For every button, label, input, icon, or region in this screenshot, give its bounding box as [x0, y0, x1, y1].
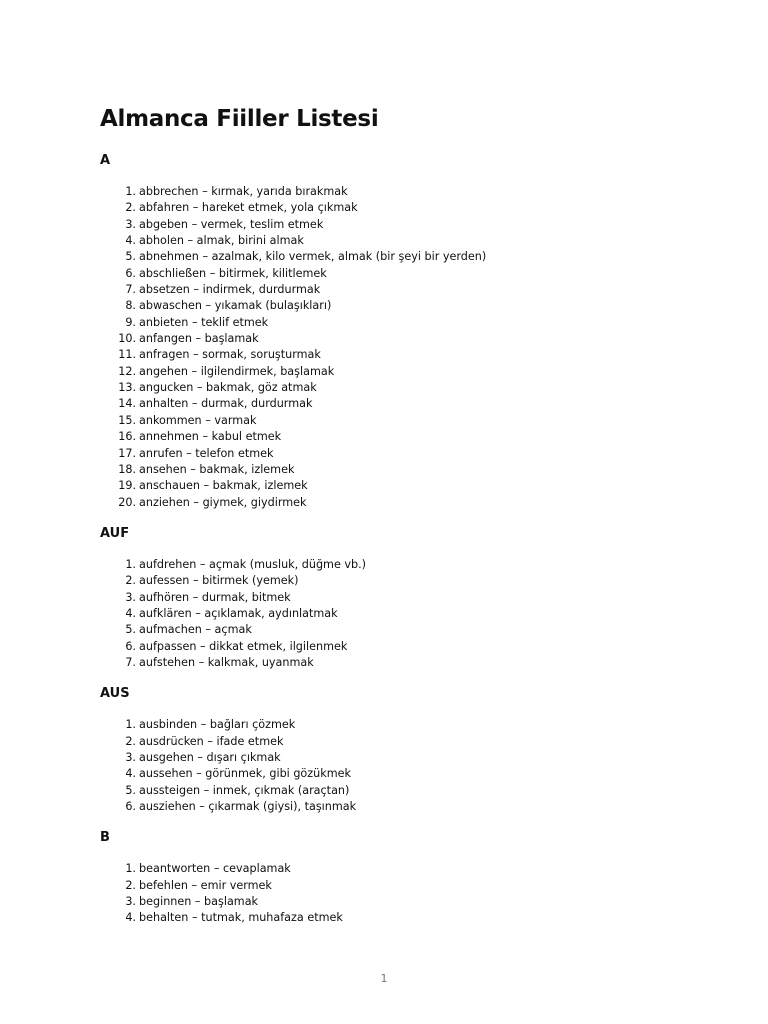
list-item — [100, 734, 680, 750]
item-number: 1. — [125, 718, 136, 732]
item-number: 16. — [118, 430, 136, 444]
list-item — [100, 298, 680, 314]
item-number: 5. — [125, 783, 136, 797]
item-number: 17. — [118, 446, 136, 460]
item-text: abschließen – bitirmek, kilitlemek — [139, 266, 327, 280]
item-number: 2. — [125, 878, 136, 892]
item-text: beantworten – cevaplamak — [139, 862, 291, 876]
document-page — [100, 100, 680, 927]
document-title: Almanca Fiiller Listesi — [100, 106, 379, 132]
item-text: anrufen – telefon etmek — [139, 446, 274, 460]
item-number: 10. — [118, 332, 136, 346]
item-text: aufdrehen – açmak (musluk, düğme vb.) — [139, 557, 367, 571]
list-item — [100, 590, 680, 606]
list-item — [100, 799, 680, 815]
section-auf — [100, 525, 680, 671]
item-text: beginnen – başlamak — [139, 895, 259, 909]
verb-list — [100, 557, 680, 671]
item-text: ankommen – varmak — [139, 413, 257, 427]
list-item — [100, 184, 680, 200]
item-text: aufpassen – dikkat etmek, ilgilenmek — [139, 639, 348, 653]
item-number: 3. — [125, 895, 136, 909]
item-number: 2. — [125, 574, 136, 588]
item-number: 4. — [125, 767, 136, 781]
item-number: 11. — [118, 348, 136, 362]
item-text: abgeben – vermek, teslim etmek — [139, 217, 324, 231]
item-number: 2. — [125, 201, 136, 215]
list-item — [100, 396, 680, 412]
item-number: 5. — [125, 250, 136, 264]
item-number: 3. — [125, 750, 136, 764]
item-number: 14. — [118, 397, 136, 411]
item-number: 13. — [118, 381, 136, 395]
section-a — [100, 152, 680, 511]
item-text: aufstehen – kalkmak, uyanmak — [139, 655, 314, 669]
list-item — [100, 750, 680, 766]
item-number: 8. — [125, 299, 136, 313]
list-item — [100, 331, 680, 347]
list-item — [100, 364, 680, 380]
item-number: 18. — [118, 462, 136, 476]
list-item — [100, 217, 680, 233]
list-item — [100, 413, 680, 429]
item-text: absetzen – indirmek, durdurmak — [139, 283, 321, 297]
list-item — [100, 655, 680, 671]
verb-list — [100, 184, 680, 511]
item-text: annehmen – kabul etmek — [139, 430, 282, 444]
item-number: 12. — [118, 364, 136, 378]
list-item — [100, 200, 680, 216]
item-number: 6. — [125, 639, 136, 653]
list-item — [100, 573, 680, 589]
verb-list — [100, 717, 680, 815]
list-item — [100, 606, 680, 622]
section-heading: AUF — [100, 525, 130, 541]
list-item — [100, 783, 680, 799]
item-number: 3. — [125, 590, 136, 604]
item-number: 15. — [118, 413, 136, 427]
item-text: aussehen – görünmek, gibi gözükmek — [139, 767, 351, 781]
list-item — [100, 249, 680, 265]
item-text: ausziehen – çıkarmak (giysi), taşınmak — [139, 800, 357, 813]
item-text: abholen – almak, birini almak — [139, 234, 304, 248]
item-text: anziehen – giymek, giydirmek — [139, 495, 307, 509]
list-item — [100, 910, 680, 926]
list-item — [100, 478, 680, 494]
list-item — [100, 717, 680, 733]
item-text: aufessen – bitirmek (yemek) — [139, 574, 299, 588]
item-text: angehen – ilgilendirmek, başlamak — [139, 364, 335, 378]
item-number: 5. — [125, 623, 136, 637]
item-number: 6. — [125, 266, 136, 280]
item-text: ausdrücken – ifade etmek — [139, 734, 284, 748]
list-item — [100, 766, 680, 782]
item-text: behalten – tutmak, muhafaza etmek — [139, 911, 343, 925]
item-number: 6. — [125, 800, 136, 813]
item-text: aufmachen – açmak — [139, 623, 252, 637]
section-heading: B — [100, 830, 110, 846]
item-number: 3. — [125, 217, 136, 231]
item-text: abnehmen – azalmak, kilo vermek, almak (bir şeyi bir yerden) — [139, 250, 487, 264]
item-text: anfangen – başlamak — [139, 332, 259, 346]
item-number: 7. — [125, 283, 136, 297]
page-number: 1 — [380, 972, 388, 985]
item-number: 9. — [125, 315, 136, 329]
verb-list — [100, 861, 680, 926]
list-item — [100, 233, 680, 249]
list-item — [100, 894, 680, 910]
item-text: aufhören – durmak, bitmek — [139, 590, 291, 604]
item-text: ansehen – bakmak, izlemek — [139, 462, 295, 476]
list-item — [100, 462, 680, 478]
item-number: 1. — [125, 185, 136, 198]
item-text: angucken – bakmak, göz atmak — [139, 381, 317, 395]
list-item — [100, 495, 680, 511]
item-text: ausbinden – bağları çözmek — [139, 718, 296, 732]
item-text: aussteigen – inmek, çıkmak (araçtan) — [139, 783, 350, 797]
list-item — [100, 347, 680, 363]
section-aus — [100, 685, 680, 815]
list-item — [100, 315, 680, 331]
item-text: anschauen – bakmak, izlemek — [139, 479, 308, 493]
item-number: 4. — [125, 606, 136, 620]
item-number: 20. — [118, 495, 136, 509]
item-number: 2. — [125, 734, 136, 748]
list-item — [100, 861, 680, 877]
sections-container — [100, 152, 680, 927]
section-heading: AUS — [100, 686, 130, 702]
list-item — [100, 878, 680, 894]
item-number: 1. — [125, 862, 136, 876]
list-item — [100, 639, 680, 655]
section-heading: A — [100, 153, 111, 168]
item-text: aufklären – açıklamak, aydınlatmak — [139, 606, 338, 620]
list-item — [100, 557, 680, 573]
item-text: befehlen – emir vermek — [139, 878, 272, 892]
list-item — [100, 622, 680, 638]
item-text: anbieten – teklif etmek — [139, 315, 269, 329]
item-number: 19. — [118, 479, 136, 493]
list-item — [100, 380, 680, 396]
section-b — [100, 829, 680, 926]
item-number: 4. — [125, 234, 136, 248]
item-text: abbrechen – kırmak, yarıda bırakmak — [139, 185, 348, 198]
item-text: anfragen – sormak, soruşturmak — [139, 348, 321, 362]
item-number: 4. — [125, 911, 136, 925]
list-item — [100, 429, 680, 445]
item-text: abfahren – hareket etmek, yola çıkmak — [139, 201, 358, 215]
list-item — [100, 282, 680, 298]
item-text: anhalten – durmak, durdurmak — [139, 397, 313, 411]
list-item — [100, 446, 680, 462]
item-number: 7. — [125, 655, 136, 669]
list-item — [100, 266, 680, 282]
item-number: 1. — [125, 557, 136, 571]
item-text: abwaschen – yıkamak (bulaşıkları) — [139, 299, 332, 313]
item-text: ausgehen – dışarı çıkmak — [139, 750, 281, 764]
